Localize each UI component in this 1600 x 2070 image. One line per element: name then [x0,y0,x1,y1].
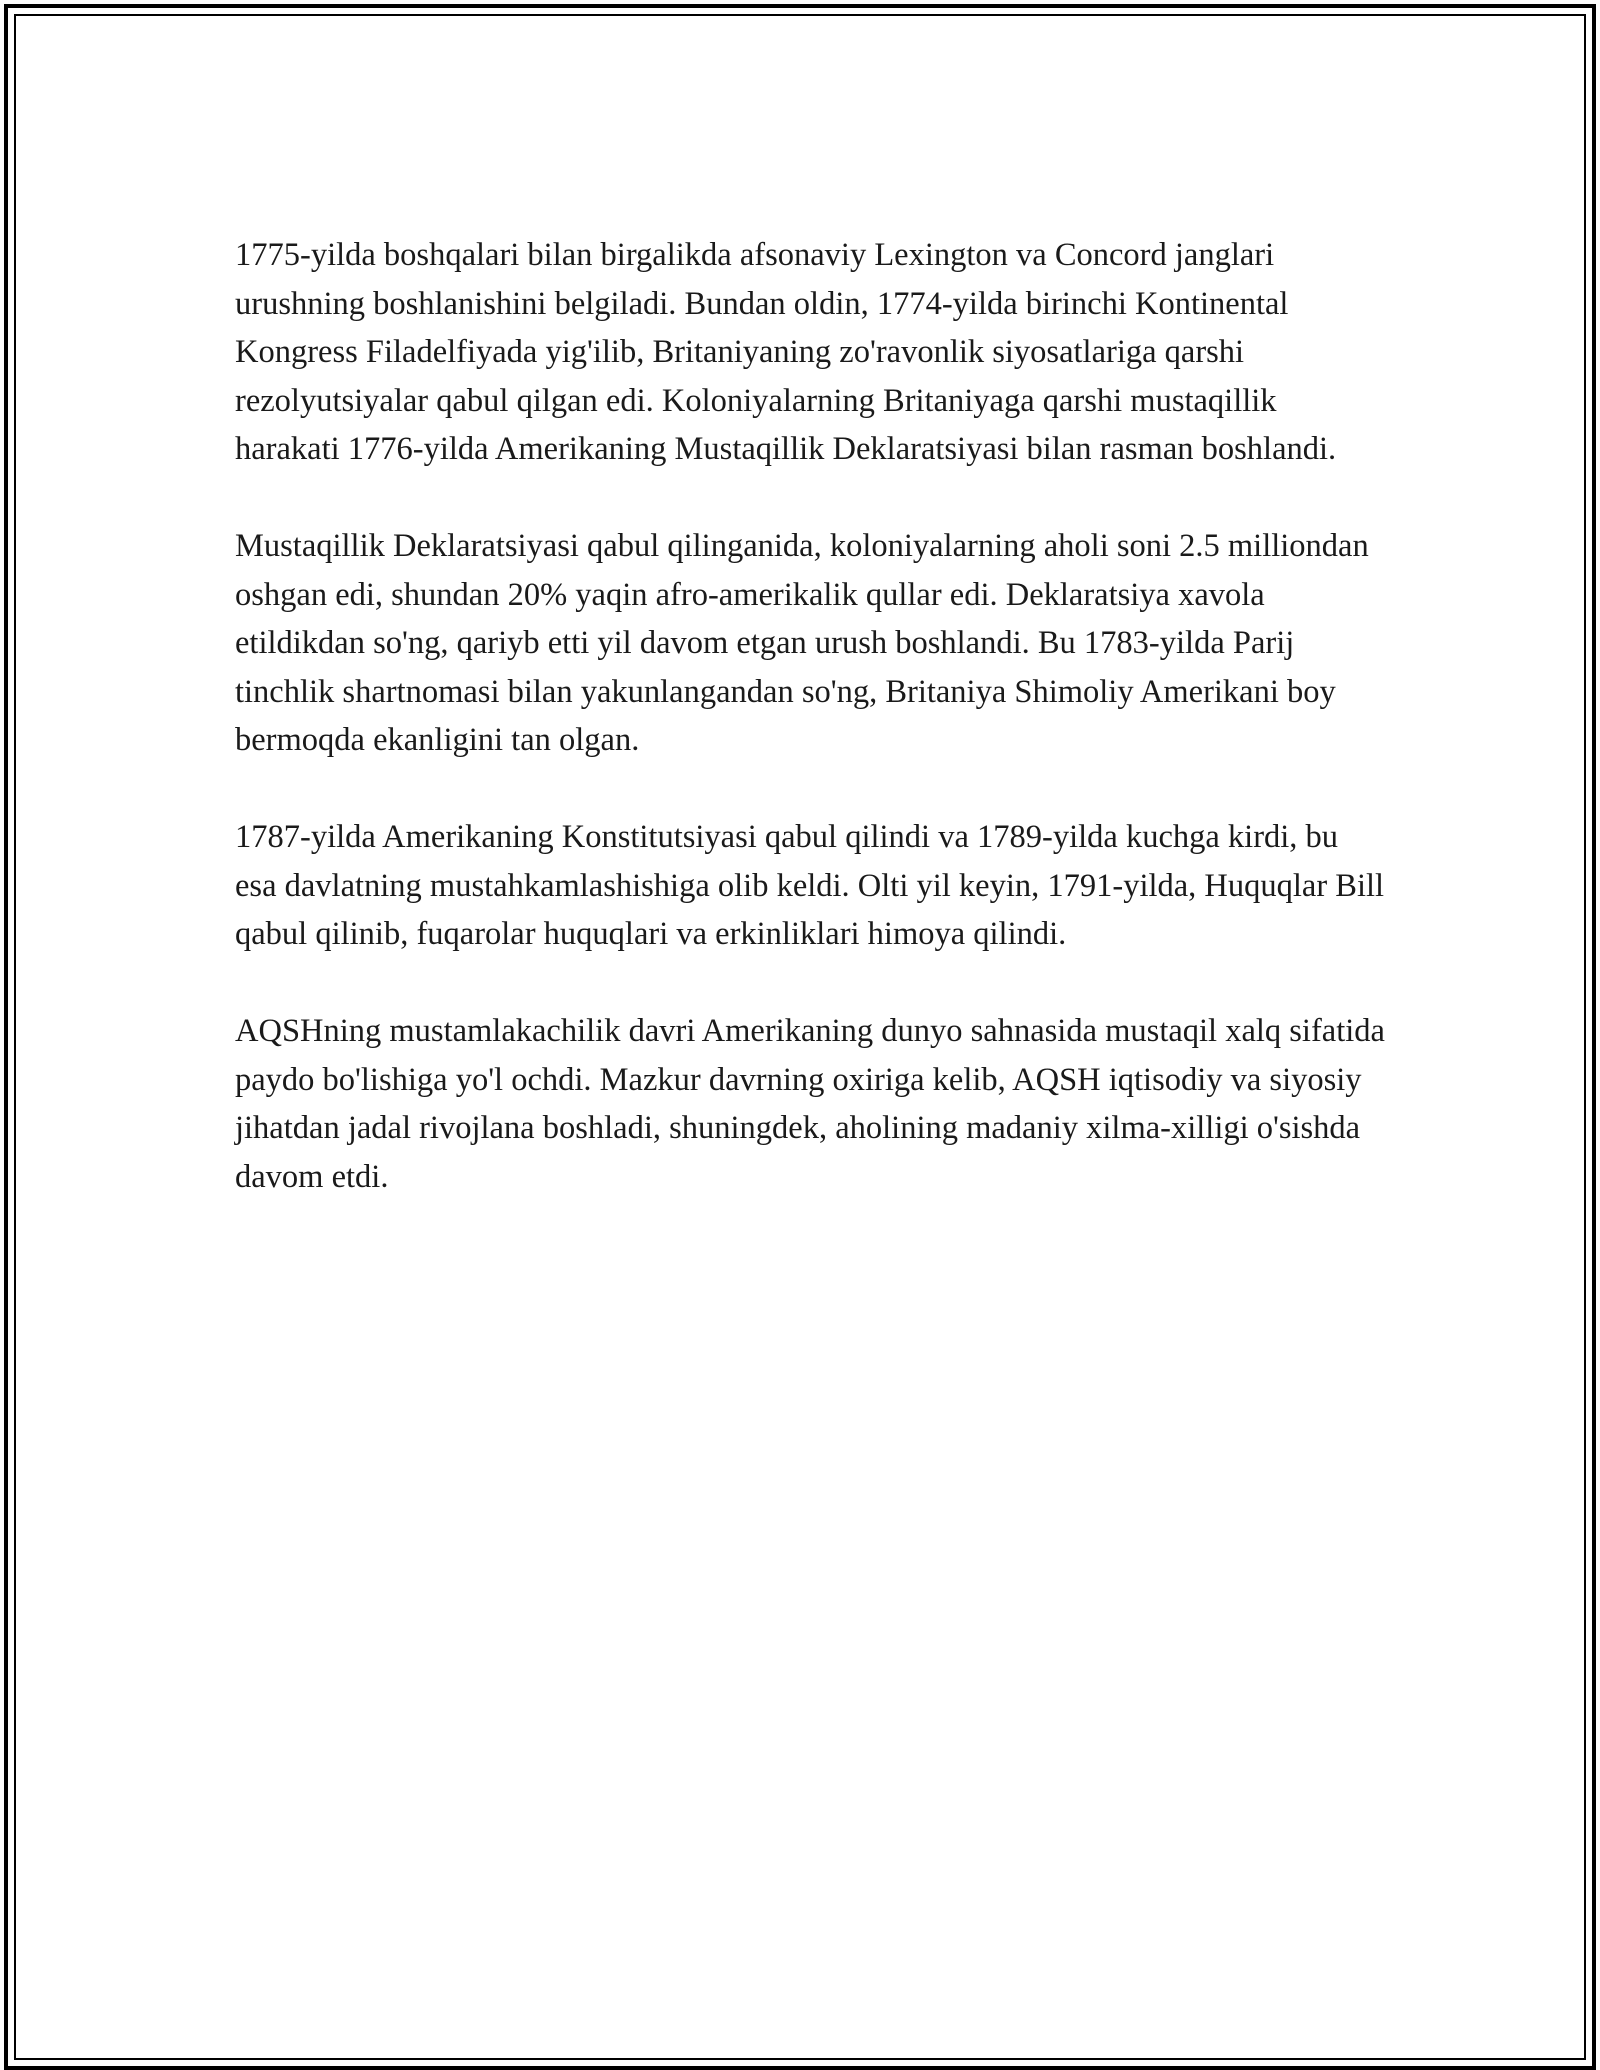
paragraph-4: AQSHning mustamlakachilik davri Amerikaning dunyo sahnasida mustaqil xalq sifatida paydo bo'lishiga yo'l ochdi. Mazkur davrning oxiriga kelib, AQSH iqtisodiy va siyosiy jihatdan jadal rivojlana boshladi, shuningdek, aholining madaniy xilma-xilligi o'sishda davom etdi. [235,1013,1385,1195]
document-body [235,231,1385,1201]
paragraph-1: 1775-yilda boshqalari bilan birgalikda afsonaviy Lexington va Concord janglari urushning boshlanishini belgiladi. Bundan oldin, 1774-yilda birinchi Kontinental Kongress Filadelfiyada yig'ilib, Britaniyaning zo'ravonlik siyosatlariga qarshi rezolyutsiyalar qabul qilgan edi. Koloniyalarning Britaniyaga qarshi mustaqillik harakati 1776-yilda Amerikaning Mustaqillik Deklaratsiyasi bilan rasman boshlandi. [235,237,1337,467]
paragraph-2: Mustaqillik Deklaratsiyasi qabul qilinganida, koloniyalarning aholi soni 2.5 milliondan oshgan edi, shundan 20% yaqin afro-amerikalik qullar edi. Deklaratsiya xavola etildikdan so'ng, qariyb etti yil davom etgan urush boshlandi. Bu 1783-yilda Parij tinchlik shartnomasi bilan yakunlangandan so'ng, Britaniya Shimoliy Amerikani boy bermoqda ekanligini tan olgan. [235,528,1369,758]
paragraph-3: 1787-yilda Amerikaning Konstitutsiyasi qabul qilindi va 1789-yilda kuchga kirdi, bu esa davlatning mustahkamlashishiga olib keldi. Olti yil keyin, 1791-yilda, Huquqlar Bill qabul qilinib, fuqarolar huquqlari va erkinliklari himoya qilindi. [235,819,1385,952]
